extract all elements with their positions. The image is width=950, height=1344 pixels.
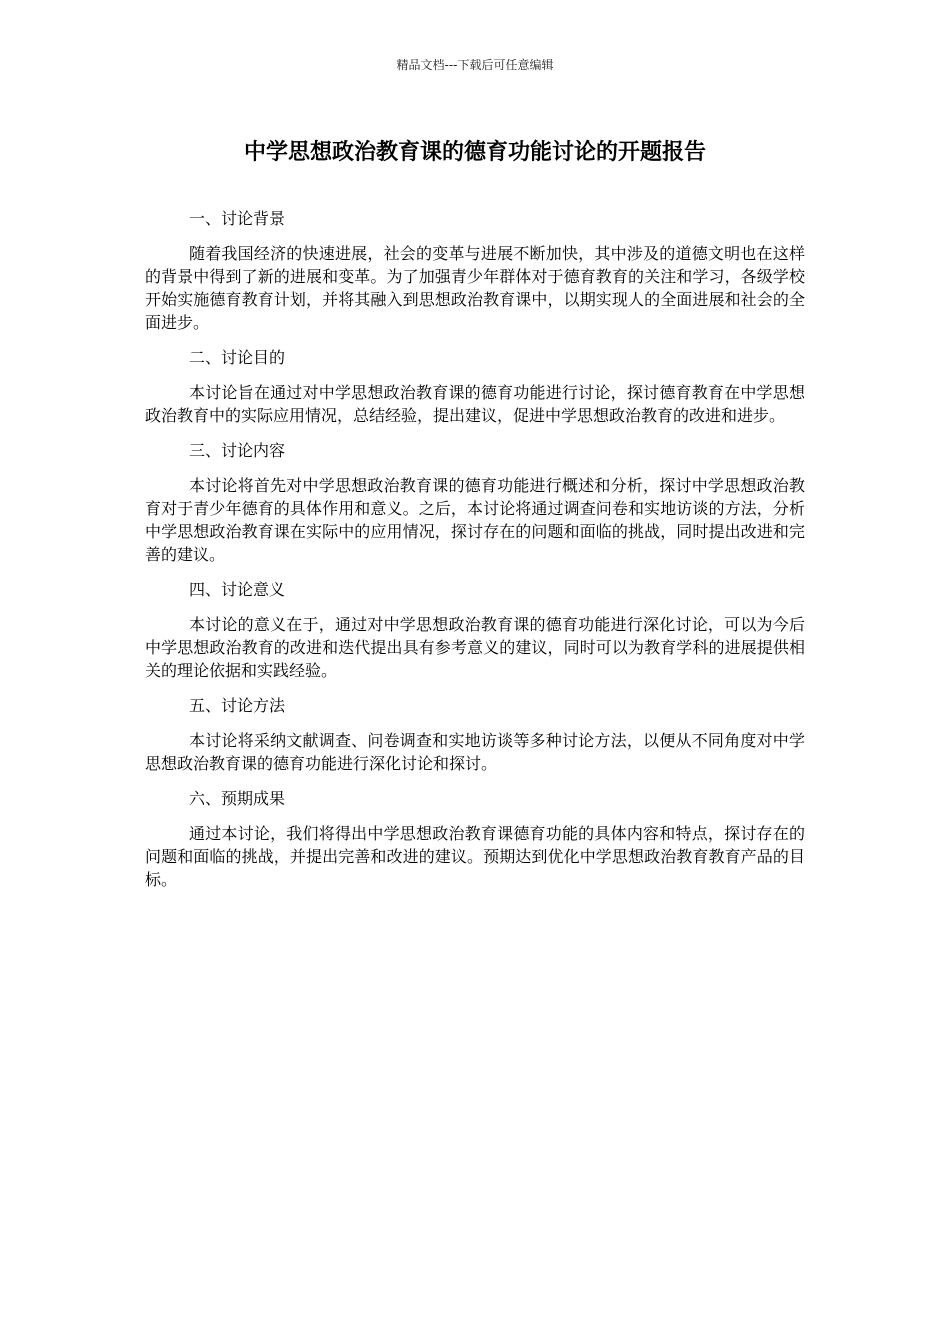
page-header: 精品文档---下载后可任意编辑 xyxy=(396,58,554,72)
section-paragraph: 随着我国经济的快速进展，社会的变革与进展不断加快，其中涉及的道德文明也在这样的背景中得到了新的进展和变革。为了加强青少年群体对于德育教育的关注和学习，各级学校开始实施德育教育计划，并将其融入到思想政治教育课中，以期实现人的全面进展和社会的全面进步。 xyxy=(145,244,805,332)
section-paragraph: 本讨论旨在通过对中学思想政治教育课的德育功能进行讨论，探讨德育教育在中学思想政治教育中的实际应用情况，总结经验，提出建议，促进中学思想政治教育的改进和进步。 xyxy=(145,383,805,425)
document-body xyxy=(145,207,805,903)
section-heading: 六、预期成果 xyxy=(189,789,286,808)
section-purpose xyxy=(145,346,805,427)
section-paragraph: 本讨论将首先对中学思想政治教育课的德育功能进行概述和分析，探讨中学思想政治教育对于青少年德育的具体作用和意义。之后，本讨论将通过调查问卷和实地访谈的方法，分析中学思想政治教育课在实际中的应用情况，探讨存在的问题和面临的挑战，同时提出改进和完善的建议。 xyxy=(145,476,805,564)
section-background xyxy=(145,207,805,334)
section-content xyxy=(145,439,805,566)
section-heading: 三、讨论内容 xyxy=(189,441,286,460)
section-heading: 一、讨论背景 xyxy=(189,209,286,228)
section-methods xyxy=(145,694,805,775)
section-significance xyxy=(145,578,805,682)
document-title: 中学思想政治教育课的德育功能讨论的开题报告 xyxy=(243,140,706,165)
section-paragraph: 本讨论将采纳文献调查、问卷调查和实地访谈等多种讨论方法，以便从不同角度对中学思想政治教育课的德育功能进行深化讨论和探讨。 xyxy=(145,731,805,773)
section-paragraph: 通过本讨论，我们将得出中学思想政治教育课德育功能的具体内容和特点，探讨存在的问题和面临的挑战，并提出完善和改进的建议。预期达到优化中学思想政治教育教育产品的目标。 xyxy=(145,824,805,889)
section-paragraph: 本讨论的意义在于，通过对中学思想政治教育课的德育功能进行深化讨论，可以为今后中学思想政治教育的改进和迭代提出具有参考意义的建议，同时可以为教育学科的进展提供相关的理论依据和实践经验。 xyxy=(145,615,805,680)
section-heading: 五、讨论方法 xyxy=(189,696,286,715)
section-heading: 二、讨论目的 xyxy=(189,348,286,367)
section-heading: 四、讨论意义 xyxy=(189,580,286,599)
section-expected-results xyxy=(145,787,805,891)
